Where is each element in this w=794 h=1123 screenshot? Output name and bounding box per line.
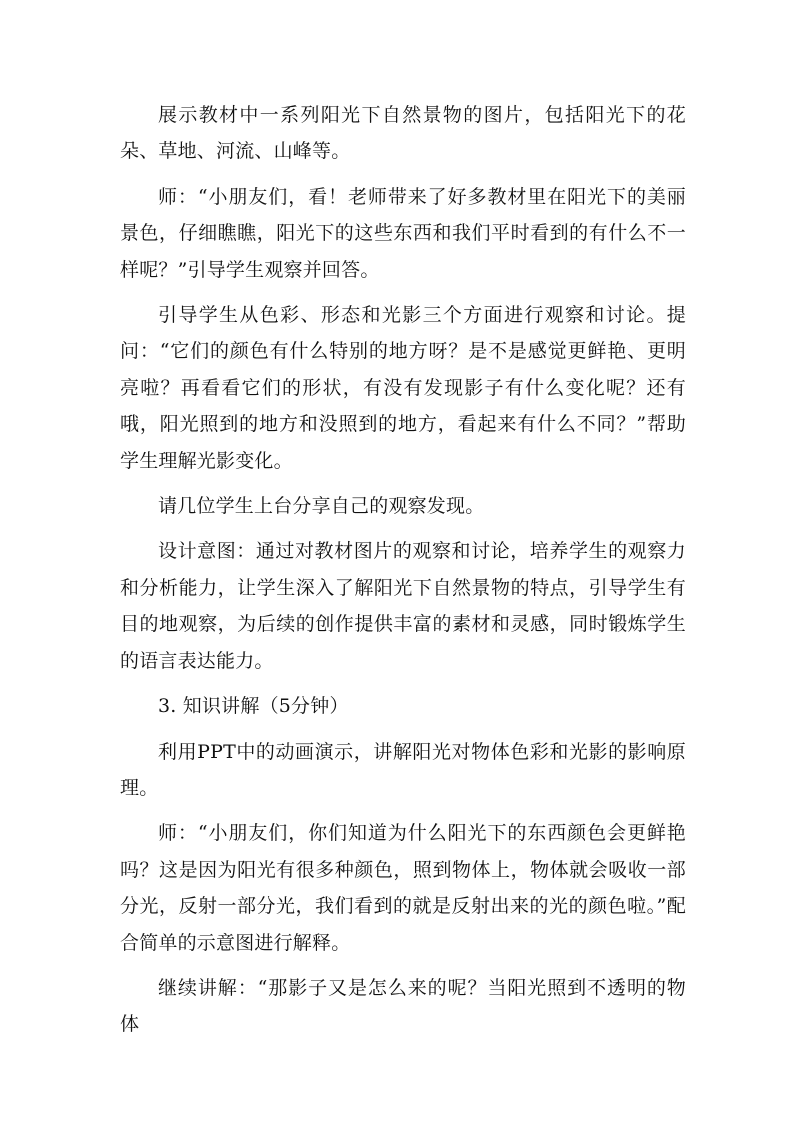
paragraph-5: 设计意图：通过对教材图片的观察和讨论，培养学生的观察力和分析能力，让学生深入了解阳光下自然景物的特点，引导学生有目的地观察，为后续的创作提供丰富的素材和灵感，同时锻炼学生的语言表达能力。 xyxy=(120,540,686,672)
paragraph-3: 引导学生从色彩、形态和光影三个方面进行观察和讨论。提问：“它们的颜色有什么特别的地方呀？是不是感觉更鲜艳、更明亮啦？再看看它们的形状，有没有发现影子有什么变化呢？还有哦，阳光照到的地方和没照到的地方，看起来有什么不同？”帮助学生理解光影变化。 xyxy=(120,304,686,472)
paragraph-4: 请几位学生上台分享自己的观察发现。 xyxy=(158,495,485,518)
paragraph-2: 师：“小朋友们，看！老师带来了好多教材里在阳光下的美丽景色，仔细瞧瞧，阳光下的这些东西和我们平时看到的有什么不一样呢？”引导学生观察并回答。 xyxy=(120,185,686,281)
paragraph-8: 继续讲解：“那影子又是怎么来的呢？当阳光照到不透明的物体 xyxy=(120,976,686,1036)
section-heading: 3. 知识讲解（5分钟） xyxy=(158,695,349,718)
paragraph-7: 师：“小朋友们，你们知道为什么阳光下的东西颜色会更鲜艳吗？这是因为阳光有很多种颜色，照到物体上，物体就会吸收一部分光，反射一部分光，我们看到的就是反射出来的光的颜色啦。”配合简单的示意图进行解释。 xyxy=(120,822,686,954)
paragraph-1: 展示教材中一系列阳光下自然景物的图片，包括阳光下的花朵、草地、河流、山峰等。 xyxy=(120,104,686,163)
paragraph-6: 利用PPT中的动画演示，讲解阳光对物体色彩和光影的影响原理。 xyxy=(120,740,686,799)
document-body xyxy=(120,97,686,1052)
